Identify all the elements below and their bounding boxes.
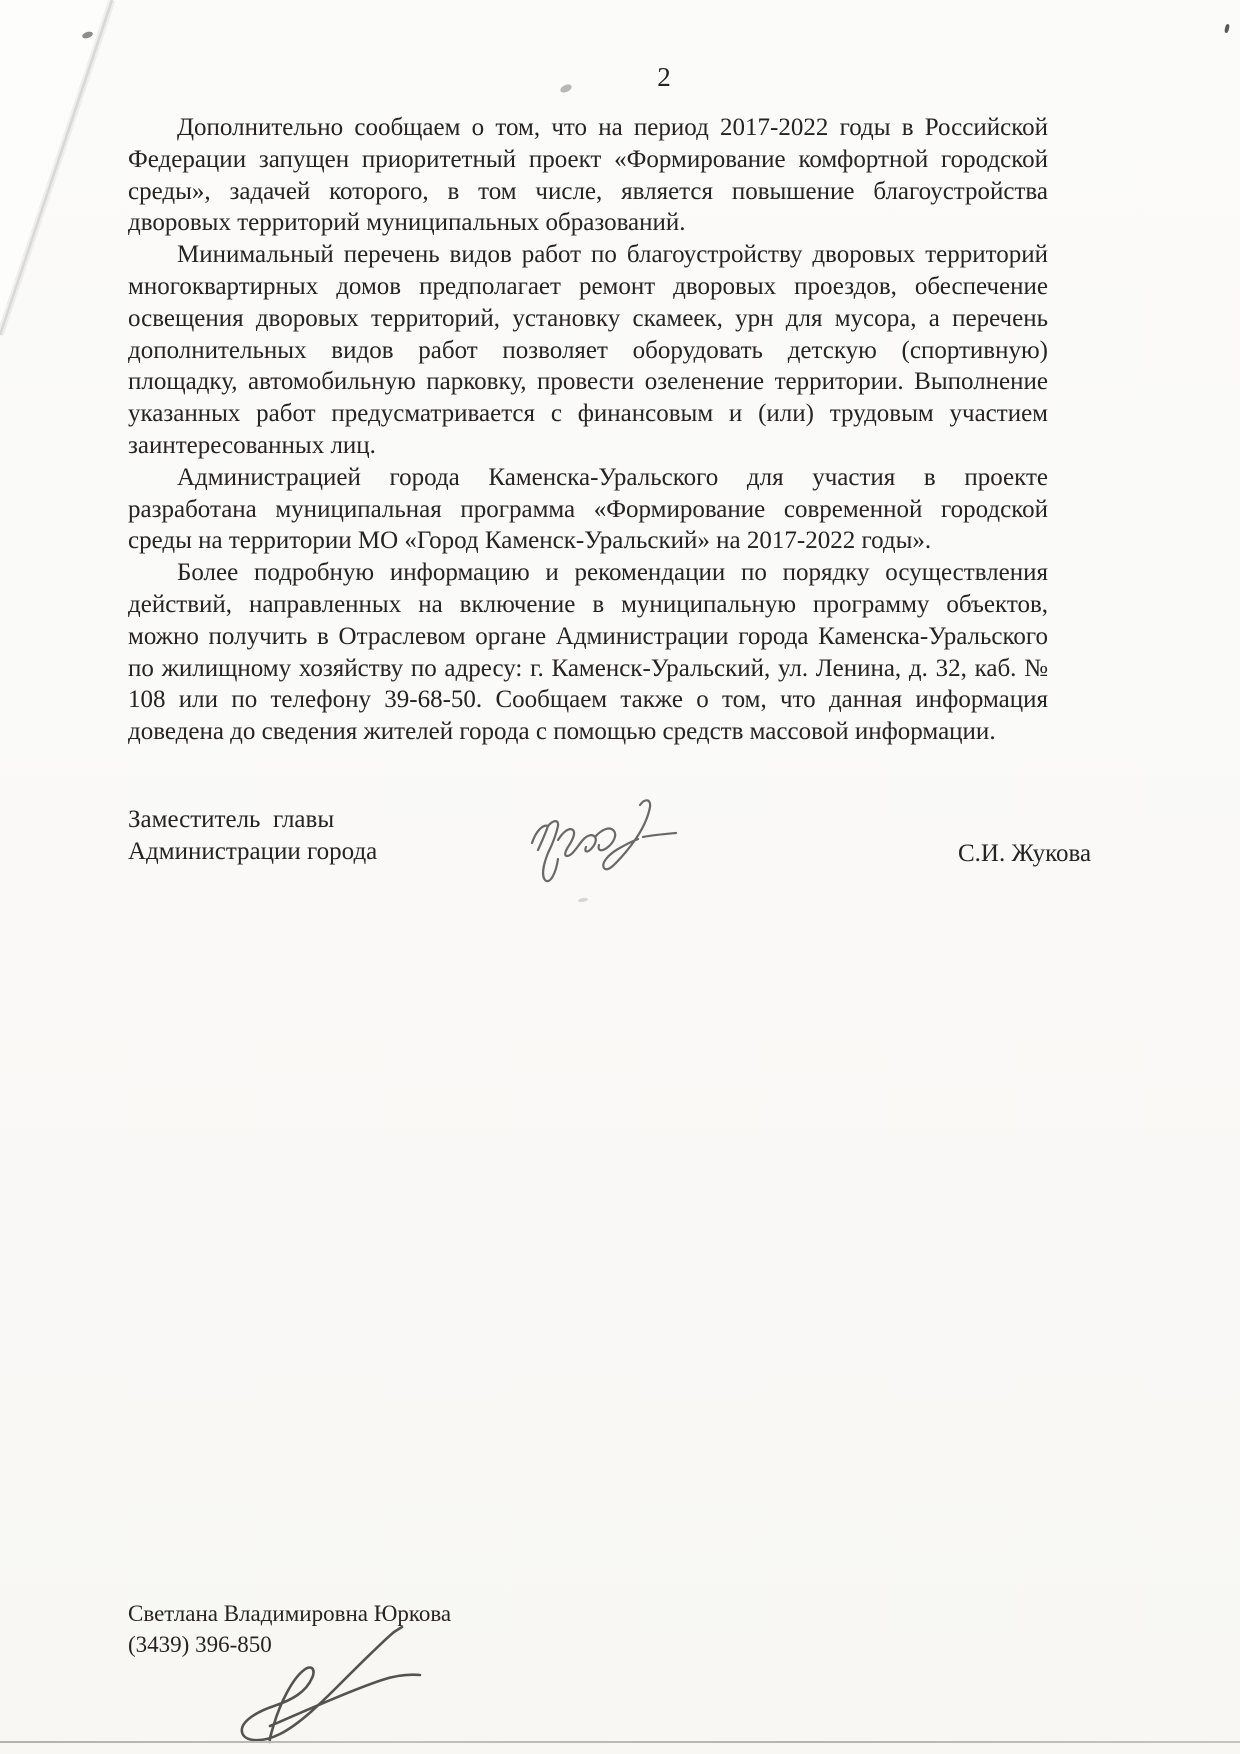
scan-speck — [578, 897, 589, 903]
scan-speck — [1224, 24, 1230, 34]
executor-name: Светлана Владимировна Юркова — [128, 1601, 452, 1626]
page-corner-fold — [0, 0, 140, 350]
signatory-position-line1: Заместитель главы — [128, 806, 335, 833]
paragraph-additional-info: Дополнительно сообщаем о том, что на период 2017-2022 годы в Российской Федерации запущен приоритетный проект «Формирование комфортной городской среды», задачей которого, в том числе, является повышение благоустройства дворовых территорий муниципальных образований. — [128, 114, 1048, 237]
paragraph-municipal-program: Администрацией города Каменска-Уральского для участия в проекте разработана муниципальная программа «Формирование современной городской среды на территории МО «Город Каменск-Уральский» на 2017-2022 годы». — [128, 463, 1048, 555]
signatory-position-line2: Администрации города — [128, 838, 378, 865]
handwritten-signature-yurkova — [222, 1626, 424, 1745]
letter-body — [128, 112, 1048, 748]
signatory-position — [128, 804, 377, 868]
paragraph-minimal-works: Минимальный перечень видов работ по благоустройству дворовых территорий многоквартирных домов предполагает ремонт дворовых проездов, обеспечение освещения дворовых территорий, установку скамеек, урн для мусора, а перечень дополнительных видов работ позволяет оборудовать детскую (спортивную) площадку, автомобильную парковку, провести озеленение территории. Выполнение указанных работ предусматривается с финансовым и (или) трудовым участием заинтересованных лиц. — [128, 241, 1048, 459]
page-number: 2 — [657, 62, 671, 92]
signatory-name: С.И. Жукова — [958, 840, 1092, 867]
scan-speck — [559, 83, 573, 94]
scan-edge-line — [0, 1741, 1240, 1743]
paragraph-contact-info: Более подробную информацию и рекомендации по порядку осуществления действий, направленных на включение в муниципальную программу объектов, можно получить в Отраслевом органе Администрации города Каменска-Уральского по жилищному хозяйству по адресу: г. Каменск-Уральский, ул. Ленина, д. 32, каб. № 108 или по телефону 39-68-50. Сообщаем также о том, что данная информация доведена до сведения жителей города с помощью средств массовой информации. — [128, 559, 1048, 746]
executor-phone: (3439) 396-850 — [128, 1632, 272, 1657]
handwritten-signature-zhukova — [528, 795, 680, 889]
